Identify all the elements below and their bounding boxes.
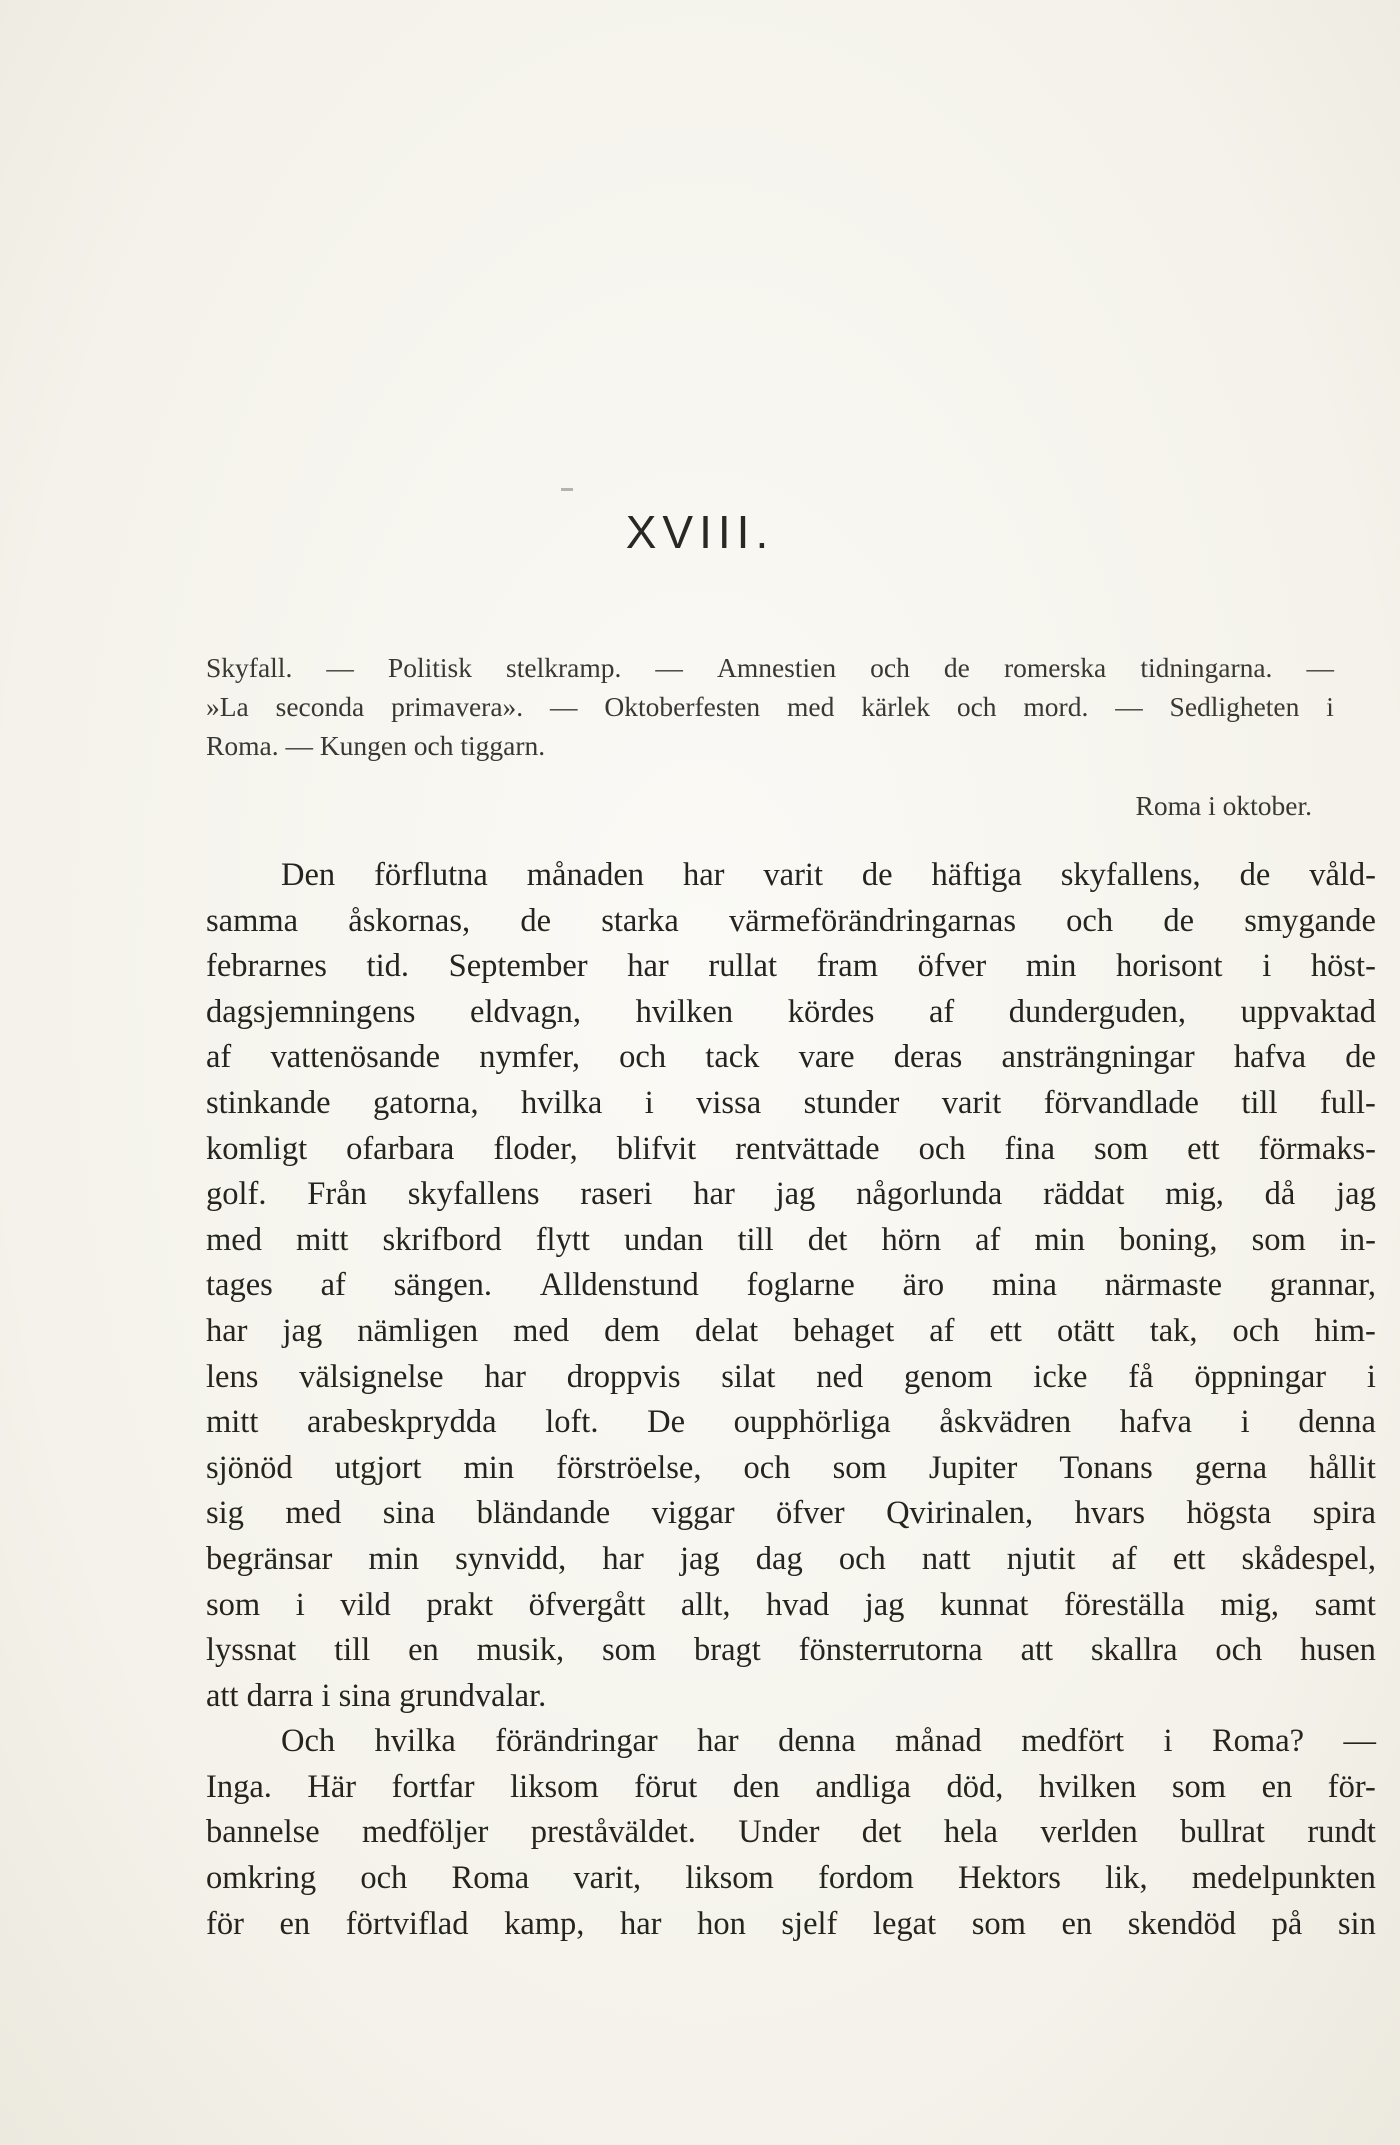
text-line: har jag nämligen med dem delat behaget af ett otätt tak, och him- xyxy=(206,1312,1376,1349)
paragraph-1 xyxy=(206,853,1376,1719)
text-line: dagsjemningens eldvagn, hvilken kördes af dunderguden, uppvaktad xyxy=(206,993,1376,1030)
text-line: sjönöd utgjort min förströelse, och som Jupiter Tonans gerna hållit xyxy=(206,1449,1376,1486)
text-line: Och hvilka förändringar har denna månad medfört i Roma? — xyxy=(281,1723,1376,1760)
chapter-summary xyxy=(206,648,1334,765)
summary-line: »La seconda primavera». — Oktoberfesten med kärlek och mord. — Sedligheten i xyxy=(206,691,1334,722)
text-line: tages af sängen. Alldenstund foglarne äro mina närmaste grannar, xyxy=(206,1267,1376,1304)
text-line: omkring och Roma varit, liksom fordom Hektors lik, medelpunkten xyxy=(206,1860,1376,1897)
summary-line: Roma. — Kungen och tiggarn. xyxy=(206,730,546,761)
text-line: bannelse medföljer preståväldet. Under det hela verlden bullrat rundt xyxy=(206,1814,1376,1851)
text-line: med mitt skrifbord flytt undan till det hörn af min boning, som in- xyxy=(206,1221,1376,1258)
paragraph-2 xyxy=(206,1719,1376,1947)
text-line: af vattenösande nymfer, och tack vare deras ansträngningar hafva de xyxy=(206,1039,1376,1076)
chapter-number: XVIII. xyxy=(625,506,775,558)
text-line: begränsar min synvidd, har jag dag och natt njutit af ett skådespel, xyxy=(206,1540,1376,1577)
text-line: sig med sina bländande viggar öfver Qvirinalen, hvars högsta spira xyxy=(206,1495,1376,1532)
dateline: Roma i oktober. xyxy=(1135,790,1312,821)
text-line: komligt ofarbara floder, blifvit rentvättade och fina som ett förmaks- xyxy=(206,1130,1376,1167)
text-line: febrarnes tid. September har rullat fram öfver min horisont i höst- xyxy=(206,948,1376,985)
text-line: att darra i sina grundvalar. xyxy=(206,1677,547,1714)
text-line: Inga. Här fortfar liksom förut den andliga död, hvilken som en för- xyxy=(206,1768,1376,1805)
text-line: stinkande gatorna, hvilka i vissa stunder varit förvandlade till full- xyxy=(206,1084,1376,1121)
text-line: samma åskornas, de starka värmeförändringarnas och de smygande xyxy=(206,902,1376,939)
text-line: som i vild prakt öfvergått allt, hvad jag kunnat föreställa mig, samt xyxy=(206,1586,1376,1623)
text-line: Den förflutna månaden har varit de häftiga skyfallens, de våld- xyxy=(281,857,1376,893)
summary-line: Skyfall. — Politisk stelkramp. — Amnestien och de romerska tidningarna. — xyxy=(206,652,1334,683)
ink-smudge xyxy=(561,488,573,491)
body-text xyxy=(206,853,1376,1947)
text-line: lens välsignelse har droppvis silat ned genom icke få öppningar i xyxy=(206,1358,1376,1395)
text-line: lyssnat till en musik, som bragt fönsterrutorna att skallra och husen xyxy=(206,1632,1376,1669)
text-line: för en förtviflad kamp, har hon sjelf legat som en skendöd på sin xyxy=(206,1905,1376,1942)
text-line: mitt arabeskprydda loft. De oupphörliga åskvädren hafva i denna xyxy=(206,1404,1376,1441)
text-line: golf. Från skyfallens raseri har jag någorlunda räddat mig, då jag xyxy=(206,1176,1376,1213)
